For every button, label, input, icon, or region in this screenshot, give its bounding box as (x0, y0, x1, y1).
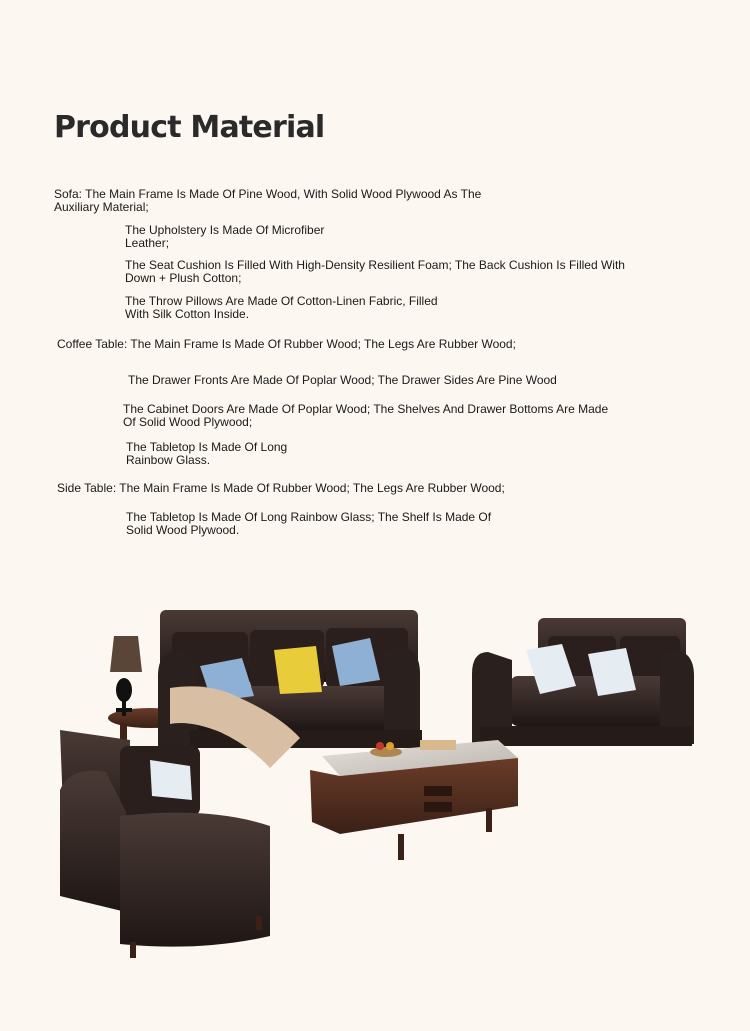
loveseat (472, 618, 694, 746)
sofa-cushion-text: The Seat Cushion Is Filled With High-Density Resilient Foam; The Back Cushion Is Filled With Down + Plush Cotton; (125, 258, 625, 285)
armchair (60, 730, 270, 958)
page-title: Product Material (54, 110, 325, 145)
coffee-table-frame-text: Coffee Table: The Main Frame Is Made Of Rubber Wood; The Legs Are Rubber Wood; (57, 337, 516, 351)
coffee-table-tabletop-text: The Tabletop Is Made Of Long Rainbow Glass. (126, 440, 288, 467)
sofa-upholstery-text: The Upholstery Is Made Of Microfiber Leather; (125, 223, 325, 250)
side-table-frame-text: Side Table: The Main Frame Is Made Of Rubber Wood; The Legs Are Rubber Wood; (57, 481, 505, 495)
coffee-table-cabinet-text: The Cabinet Doors Are Made Of Poplar Wood; The Shelves And Drawer Bottoms Are Made Of Solid Wood Plywood; (123, 402, 609, 429)
sofa-pillows-text: The Throw Pillows Are Made Of Cotton-Linen Fabric, Filled With Silk Cotton Inside. (125, 294, 438, 321)
furniture-image (40, 590, 720, 970)
side-table-tabletop-text: The Tabletop Is Made Of Long Rainbow Glass; The Shelf Is Made Of Solid Wood Plywood. (126, 510, 492, 537)
coffee-table-drawers-text: The Drawer Fronts Are Made Of Poplar Wood; The Drawer Sides Are Pine Wood (128, 373, 557, 387)
sofa-frame-text: Sofa: The Main Frame Is Made Of Pine Wood, With Solid Wood Plywood As The Auxiliary Material; (54, 187, 482, 214)
coffee-table (310, 740, 518, 860)
